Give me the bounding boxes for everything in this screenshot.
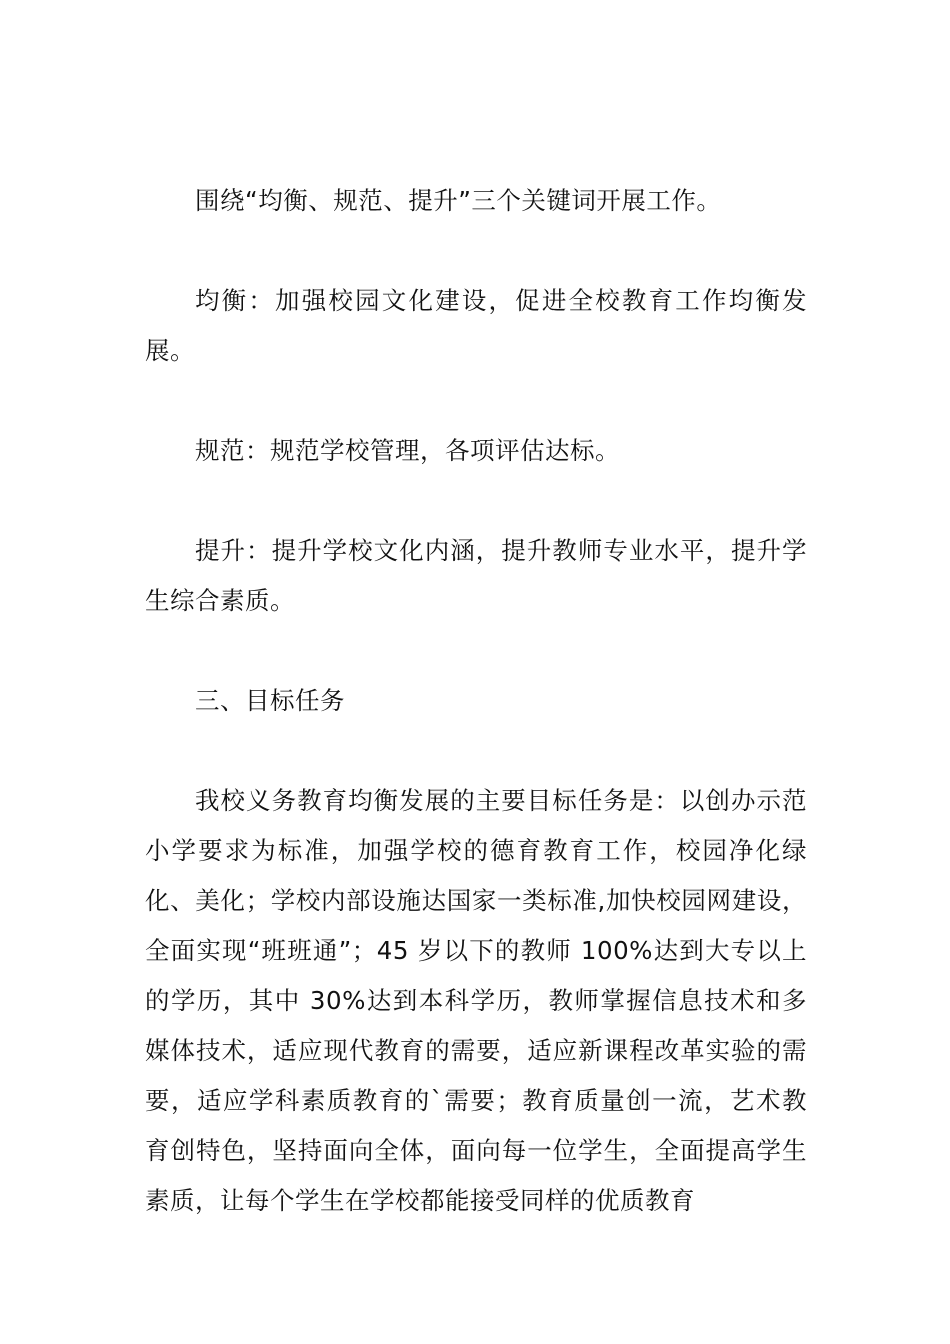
paragraph-goals-detail: 我校义务教育均衡发展的主要目标任务是：以创办示范小学要求为标准，加强学校的德育教育工作，校园净化绿化、美化；学校内部设施达国家一类标准,加快校园网建设，全面实现“班班通”；45 岁以下的教师 100%达到大专以上的学历，其中 30%达到本科学历，教师掌握信息技术和多媒体技术，适应现代教育的需要，适应新课程改革实验的需要，适应学科素质教育的`需要；教育质量创一流，艺术教育创特色，坚持面向全体，面向每一位学生，全面提高学生素质，让每个学生在学校都能接受同样的优质教育 [145,786,807,1215]
paragraph-keywords: 围绕“均衡、规范、提升”三个关键词开展工作。 [195,186,722,215]
document-body [145,176,807,1226]
section-heading-goals: 三、目标任务 [195,686,345,715]
paragraph-improve: 提升：提升学校文化内涵，提升教师专业水平，提升学生综合素质。 [145,536,807,615]
paragraph-standardize: 规范：规范学校管理，各项评估达标。 [195,436,620,465]
paragraph-balance: 均衡：加强校园文化建设，促进全校教育工作均衡发展。 [145,286,807,365]
